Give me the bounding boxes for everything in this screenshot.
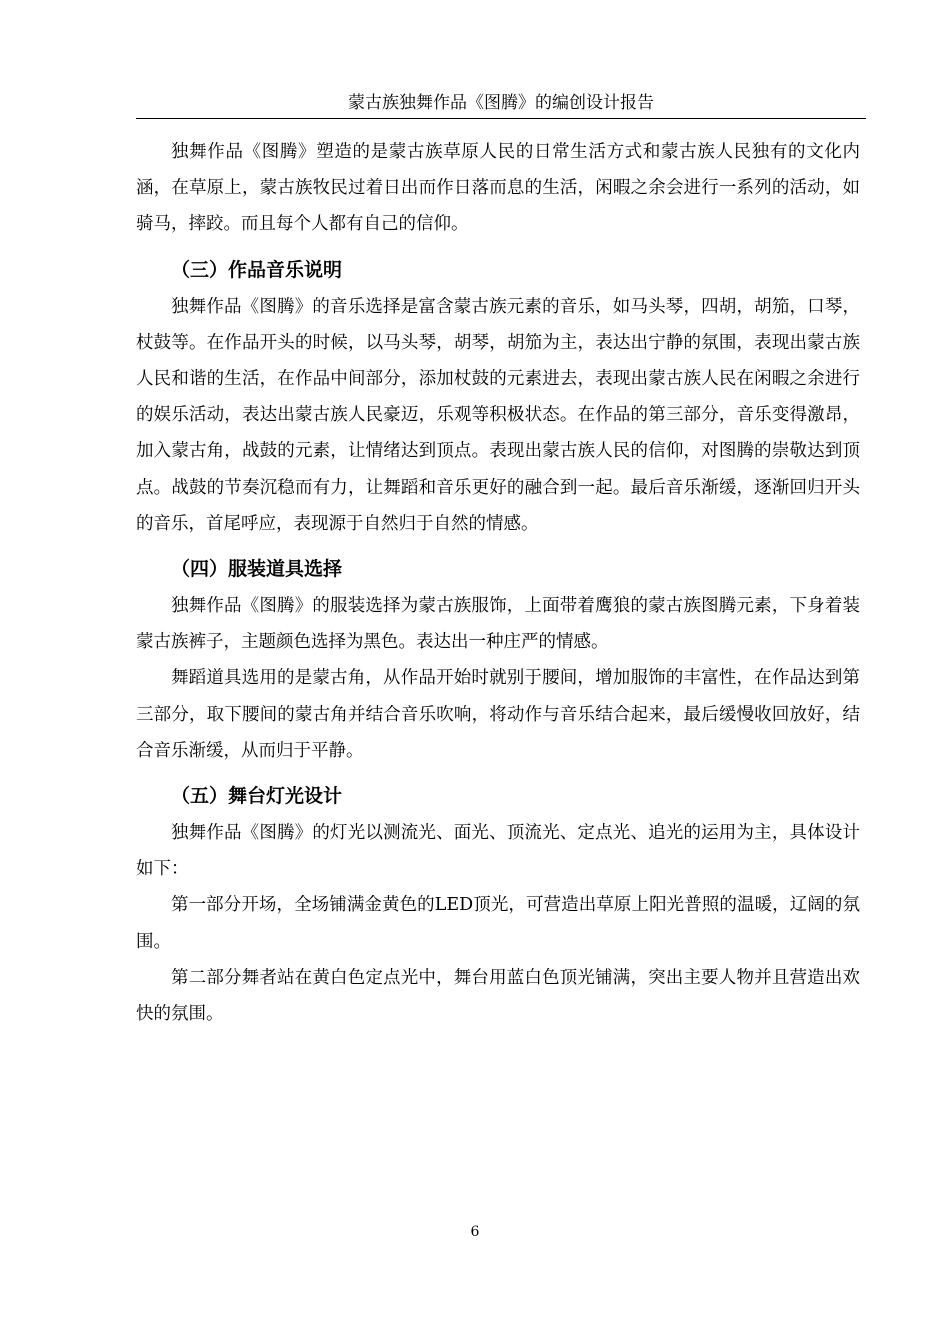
lighting-part2-paragraph: 第二部分舞者站在黄白色定点光中，舞台用蓝白色顶光铺满，突出主要人物并且营造出欢快的氛围。 bbox=[136, 967, 860, 1025]
intro-paragraph: 独舞作品《图腾》塑造的是蒙古族草原人民的日常生活方式和蒙古族人民独有的文化内涵，在草原上，蒙古族牧民过着日出而作日落而息的生活，闲暇之余会进行一系列的活动，如骑马，摔跤。而且每个人都有自己的信仰。 bbox=[136, 142, 860, 235]
section-heading-costume: （四）服装道具选择 bbox=[171, 558, 343, 581]
section-heading-music: （三）作品音乐说明 bbox=[171, 258, 343, 281]
page-header bbox=[136, 90, 866, 119]
section-heading-lighting: （五）舞台灯光设计 bbox=[171, 785, 343, 808]
music-paragraph: 独舞作品《图腾》的音乐选择是富含蒙古族元素的音乐，如马头琴，四胡，胡笳，口琴，杖鼓等。在作品开头的时候，以马头琴，胡琴，胡笳为主，表达出宁静的氛围，表现出蒙古族人民和谐的生活，在作品中间部分，添加杖鼓的元素进去，表现出蒙古族人民在闲暇之余进行的娱乐活动，表达出蒙古族人民豪迈，乐观等积极状态。在作品的第三部分，音乐变得激昂，加入蒙古角，战鼓的元素，让情绪达到顶点。表现出蒙古族人民的信仰，对图腾的崇敬达到顶点。战鼓的节奏沉稳而有力，让舞蹈和音乐更好的融合到一起。最后音乐渐缓，逐渐回归开头的音乐，首尾呼应，表现源于自然归于自然的情感。 bbox=[136, 296, 860, 534]
page-number: 6 bbox=[470, 1224, 480, 1240]
costume-paragraph: 独舞作品《图腾》的服装选择为蒙古族服饰，上面带着鹰狼的蒙古族图腾元素，下身着装蒙古族裤子，主题颜色选择为黑色。表达出一种庄严的情感。 bbox=[136, 596, 860, 653]
document-body bbox=[136, 134, 860, 1032]
props-paragraph: 舞蹈道具选用的是蒙古角，从作品开始时就别于腰间，增加服饰的丰富性，在作品达到第三部分，取下腰间的蒙古角并结合音乐吹响，将动作与音乐结合起来，最后缓慢收回放好，结合音乐渐缓，从而归于平静。 bbox=[136, 668, 860, 761]
lighting-part1-paragraph: 第一部分开场，全场铺满金黄色的LED顶光，可营造出草原上阳光普照的温暖，辽阔的氛围。 bbox=[136, 895, 860, 952]
lighting-intro-paragraph: 独舞作品《图腾》的灯光以测流光、面光、顶流光、定点光、追光的运用为主，具体设计如下： bbox=[136, 823, 860, 880]
document-title: 蒙古族独舞作品《图腾》的编创设计报告 bbox=[348, 93, 654, 113]
